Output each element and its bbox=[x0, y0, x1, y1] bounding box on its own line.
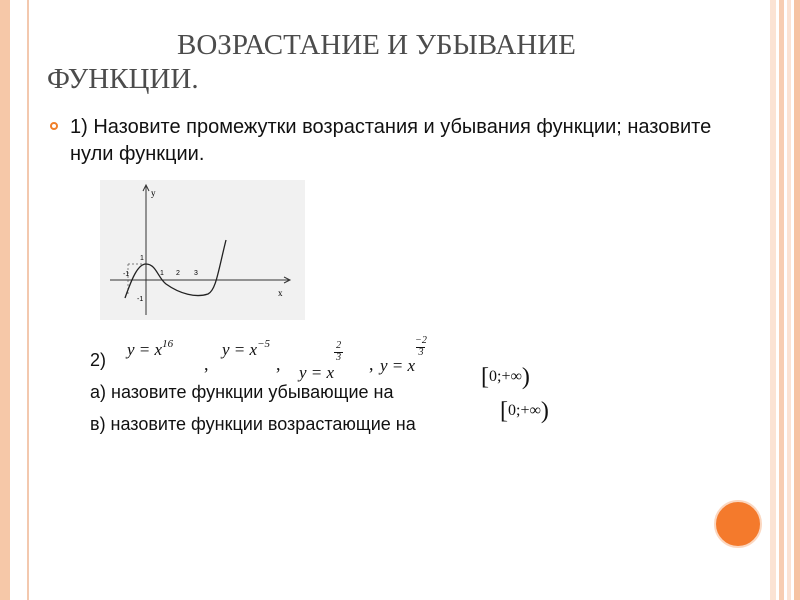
function-4: y = x−2 3 bbox=[380, 335, 427, 375]
separator-3: , bbox=[369, 354, 374, 374]
task-1-text: 1) Назовите промежутки возрастания и убывания функции; назовите нули функции. bbox=[70, 116, 712, 165]
slide-title bbox=[47, 28, 667, 96]
bullet-icon bbox=[50, 122, 58, 130]
function-2: $y = x^{-5}$ bbox=[222, 338, 270, 359]
task-2a-text: а) назовите функции убывающие на bbox=[90, 382, 394, 402]
interval-b: [0;+∞) bbox=[500, 398, 549, 424]
tick-x-2: 2 bbox=[176, 270, 180, 277]
title-line-2: ФУНКЦИИ. bbox=[47, 63, 199, 95]
orange-circle-button[interactable] bbox=[714, 500, 762, 548]
tick-y-neg1: -1 bbox=[137, 296, 144, 303]
tick-y-1: 1 bbox=[140, 255, 144, 262]
task-2-number: 2) bbox=[90, 350, 107, 370]
y-axis-label: y bbox=[151, 188, 156, 198]
tick-x-3: 3 bbox=[194, 270, 198, 277]
function-graph bbox=[100, 180, 305, 320]
function-curve bbox=[125, 240, 226, 298]
tick-x-1: 1 bbox=[160, 270, 164, 277]
tick-x-neg1: -1 bbox=[123, 271, 130, 278]
separator-1: , bbox=[204, 354, 209, 374]
x-axis-label: x bbox=[278, 288, 283, 298]
right-decor-stripes bbox=[770, 0, 800, 600]
function-3: $y = x\frac{2}{3}$ bbox=[299, 340, 342, 382]
function-1: $y = x^{16}$ bbox=[127, 338, 174, 359]
separator-2: , bbox=[276, 354, 281, 374]
title-line-1: ВОЗРАСТАНИЕ И УБЫВАНИЕ bbox=[177, 29, 576, 61]
interval-a: [0;+∞) bbox=[481, 364, 530, 390]
task-2b-text: в) назовите функции возрастающие на bbox=[90, 414, 416, 434]
left-decor-bar bbox=[0, 0, 10, 600]
